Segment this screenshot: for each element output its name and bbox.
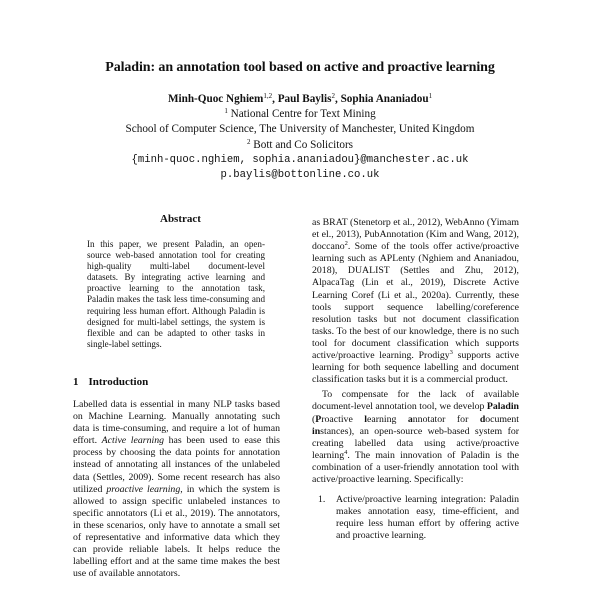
affiliation-1-text: National Centre for Text Mining (227, 108, 376, 121)
intro-text-a: Labelled data is essential in many NLP tasks based on Machine Learning. Manually annotating such data is time-consuming, and require a lot of human effort. (73, 399, 280, 447)
footnote-mark-3: 3 (449, 349, 453, 357)
introduction-paragraph (73, 399, 280, 580)
intro-text-c: has been used to ease this process by choosing the data points for annotation instead of annotating all instances of the unlabeled data (Settles, 2009). Some recent research has also utilized (73, 435, 280, 495)
acronym-d: d (479, 413, 486, 425)
section-title: Introduction (88, 376, 149, 388)
author-2-affil: 2 (331, 92, 335, 100)
acr-t6: nnotator for (412, 413, 480, 425)
right-column (312, 217, 519, 542)
affiliation-2-text: Bott and Co Solicitors (250, 138, 354, 151)
acronym-l: l (364, 413, 368, 425)
section-number: 1 (73, 376, 79, 388)
email-line-1: {minh-quoc.nghiem, sophia.ananiadou}@manchester.ac.uk (131, 153, 469, 166)
author-3-affil: 1 (428, 92, 433, 100)
acr-t10: stances), an open-source web-based system for creating labelled data using active/proactive learning (312, 425, 519, 461)
author-3: Sophia Ananiadou (340, 93, 429, 105)
author-sep-1: , (272, 93, 278, 105)
acr-t4: earning (367, 413, 408, 425)
footnote-mark-4: 4 (344, 448, 348, 456)
acr-t2: roactive (321, 413, 365, 425)
right-p1-c: supports active learning for both sequence labelling and document classification tasks but it is a commercial product. (312, 350, 519, 386)
author-names (0, 92, 600, 107)
intro-term-proactive-learning: proactive learning (106, 483, 181, 495)
affiliation-2-mark: 2 (246, 137, 251, 146)
abstract-body: In this paper, we present Paladin, an open-source web-based annotation tool for creating high-quality multi-label document-level datasets. By integrating active learning and proactive learning to the annotation task, Paladin makes the task less time-consuming and requiring less human effort. Although Paladin is designed for multi-label settings, the system is flexible and can be adapted to other tasks in single-label settings. (87, 239, 265, 349)
email-line-2: p.baylis@bottonline.co.uk (220, 169, 380, 182)
intro-term-active-learning: Active learning (101, 435, 164, 447)
acronym-a: a (407, 413, 413, 425)
paladin-name-2: adin (500, 401, 519, 413)
list-item-text: Active/proactive learning integration: Paladin makes annotation easy, time-efficient, and require less human effort by offering active and proactive learning. (336, 494, 519, 542)
intro-text-e: , in which the system is allowed to assign specific unlabeled instances to specific annotators (Li et al., 2019). The annotators, in these scenarios, only have to annotate a small set of representative and informative data which they can provide reliable labels. It helps reduce the labelling effort and at the same time makes the best use of available annotators. (73, 483, 280, 580)
author-sep-2: , (334, 93, 341, 105)
right-p1-a: as BRAT (Stenetorp et al., 2012), WebAnno (Yimam et el., 2013), PubAnnotation (Kim and Wang, 2012), doccano (312, 217, 519, 253)
right-p1-b: . Some of the tools offer active/proactive learning such as APLenty (Nghiem and Ananiadou, 2018), DUALIST (Settles and Zhu, 2012), AlpacaTag (Lin et al., 2019), Discrete Active Learning Coref (Li et al., 2020a). Currently, these tools support sequence labelling/coreference resolution tasks but not document classification tasks. To the best of our knowledge, there is no such tool for document classification which supports active/proactive learning. Prodigy (312, 241, 519, 362)
affiliation-1-mark: 1 (224, 107, 228, 116)
list-item-number: 1. (318, 494, 326, 506)
author-block (0, 92, 600, 183)
right-paragraph-2 (312, 389, 519, 486)
acr-t8: ocument (485, 413, 519, 425)
paladin-name-1: Pal (486, 401, 501, 413)
right-p2-a: To compensate for the lack of available document-level annotation tool, we develop (312, 389, 519, 413)
author-2: Paul Baylis (277, 93, 332, 105)
affiliation-1 (0, 107, 600, 122)
right-p2-c: ( (312, 413, 316, 425)
affiliation-1-line2: School of Computer Science, The University of Manchester, United Kingdom (125, 123, 475, 136)
affiliation-2 (0, 138, 600, 153)
right-p2-e: . The main innovation of Paladin is the combination of a user-friendly annotation tool with active/proactive learning. Specifically: (312, 449, 519, 485)
list-item (312, 494, 519, 542)
section-heading-introduction (73, 376, 148, 388)
footnote-mark-2: 2 (344, 240, 348, 248)
acronym-in: in (312, 425, 321, 437)
abstract-heading: Abstract (160, 213, 201, 225)
right-paragraph-1 (312, 217, 519, 386)
author-1: Minh-Quoc Nghiem (167, 93, 264, 105)
paper-title: Paladin: an annotation tool based on active and proactive learning (105, 60, 495, 75)
author-1-affil: 1,2 (263, 92, 273, 100)
acronym-p: P (315, 413, 322, 425)
